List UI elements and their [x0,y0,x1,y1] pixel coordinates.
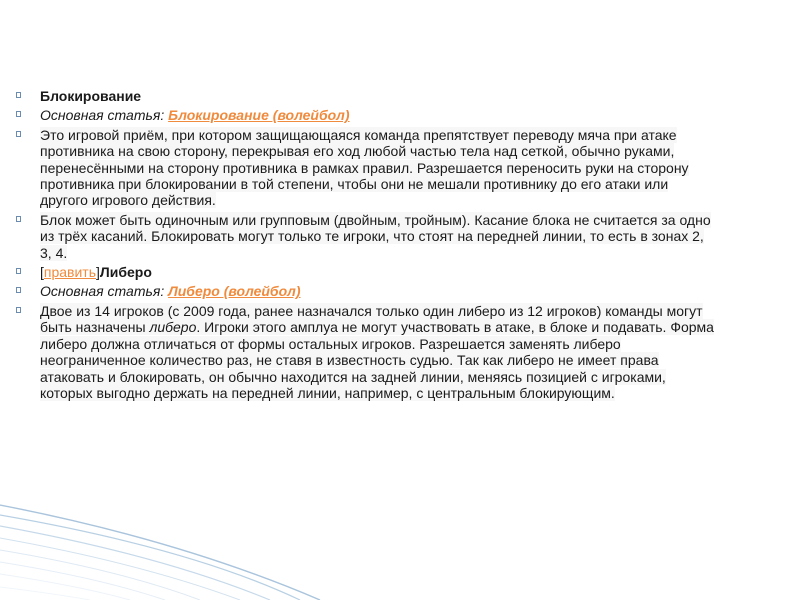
main-article-prefix: Основная статья: [40,107,169,124]
bullet-icon [16,307,21,313]
block-types-text: Блок может быть одиночным или групповым (двойным, тройным). Касание блока не считается за одно из трёх касаний. Блокировать могут только те игроки, что стоят на передней линии, то есть в зонах 2, 3, 4. [40,211,711,261]
paragraph-blocking-main-article [14,107,714,123]
bullet-icon [16,216,21,222]
article-content [14,88,714,404]
bullet-icon [16,92,21,98]
libero-term: либеро [149,319,197,336]
libero-description-text-2: . Игроки этого амплуа не могут участвовать в атаке, в блоке и подавать. Форма либеро должна отличаться от формы остальных игроков. Разрешается заменять либеро неограниченное количество раз, не ставя в известность судью. Так как либеро не имеет права атаковать и блокировать, он обычно находится на задней линии, меняясь позицией с игроками, которых выгодно держать на передней линии, например, с центральным блокирующим. [40,319,714,401]
bullet-icon [16,268,21,274]
bullet-icon [16,287,21,293]
edit-bracket-close: ] [96,264,100,281]
link-blocking-volleyball[interactable]: Блокирование (волейбол) [168,107,350,124]
paragraph-blocking-description [14,127,714,209]
main-article-prefix: Основная статья: [40,283,169,300]
paragraph-libero-title [14,264,714,280]
paragraph-libero-description [14,303,714,401]
section-title-libero: Либеро [99,264,152,281]
bullet-icon [16,131,21,137]
bullet-icon [16,111,21,117]
link-libero-volleyball[interactable]: Либеро (волейбол) [168,283,301,300]
edit-bracket-open: [ [40,264,44,281]
paragraph-block-types [14,212,714,261]
paragraph-libero-main-article [14,283,714,299]
blocking-description-text: Это игровой приём, при котором защищающаяся команда препятствует переводу мяча при атаке противника на свою сторону, перекрывая его ход любой частью тела над сеткой, обычно руками, перенесёнными на сторону противника в рамках правил. Разрешается переносить руки на сторону противника при блокировании в той степени, чтобы они не мешали противнику до его атаки или другого игрового действия. [40,126,689,209]
edit-link[interactable]: править [43,264,97,281]
section-title-blocking: Блокирование [40,88,142,104]
libero-description-text-1: Двое из 14 игроков (с 2009 года, ранее назначался только один либеро из 12 игроков) команды могут быть назначены [40,302,703,336]
paragraph-blocking-title [14,88,714,104]
